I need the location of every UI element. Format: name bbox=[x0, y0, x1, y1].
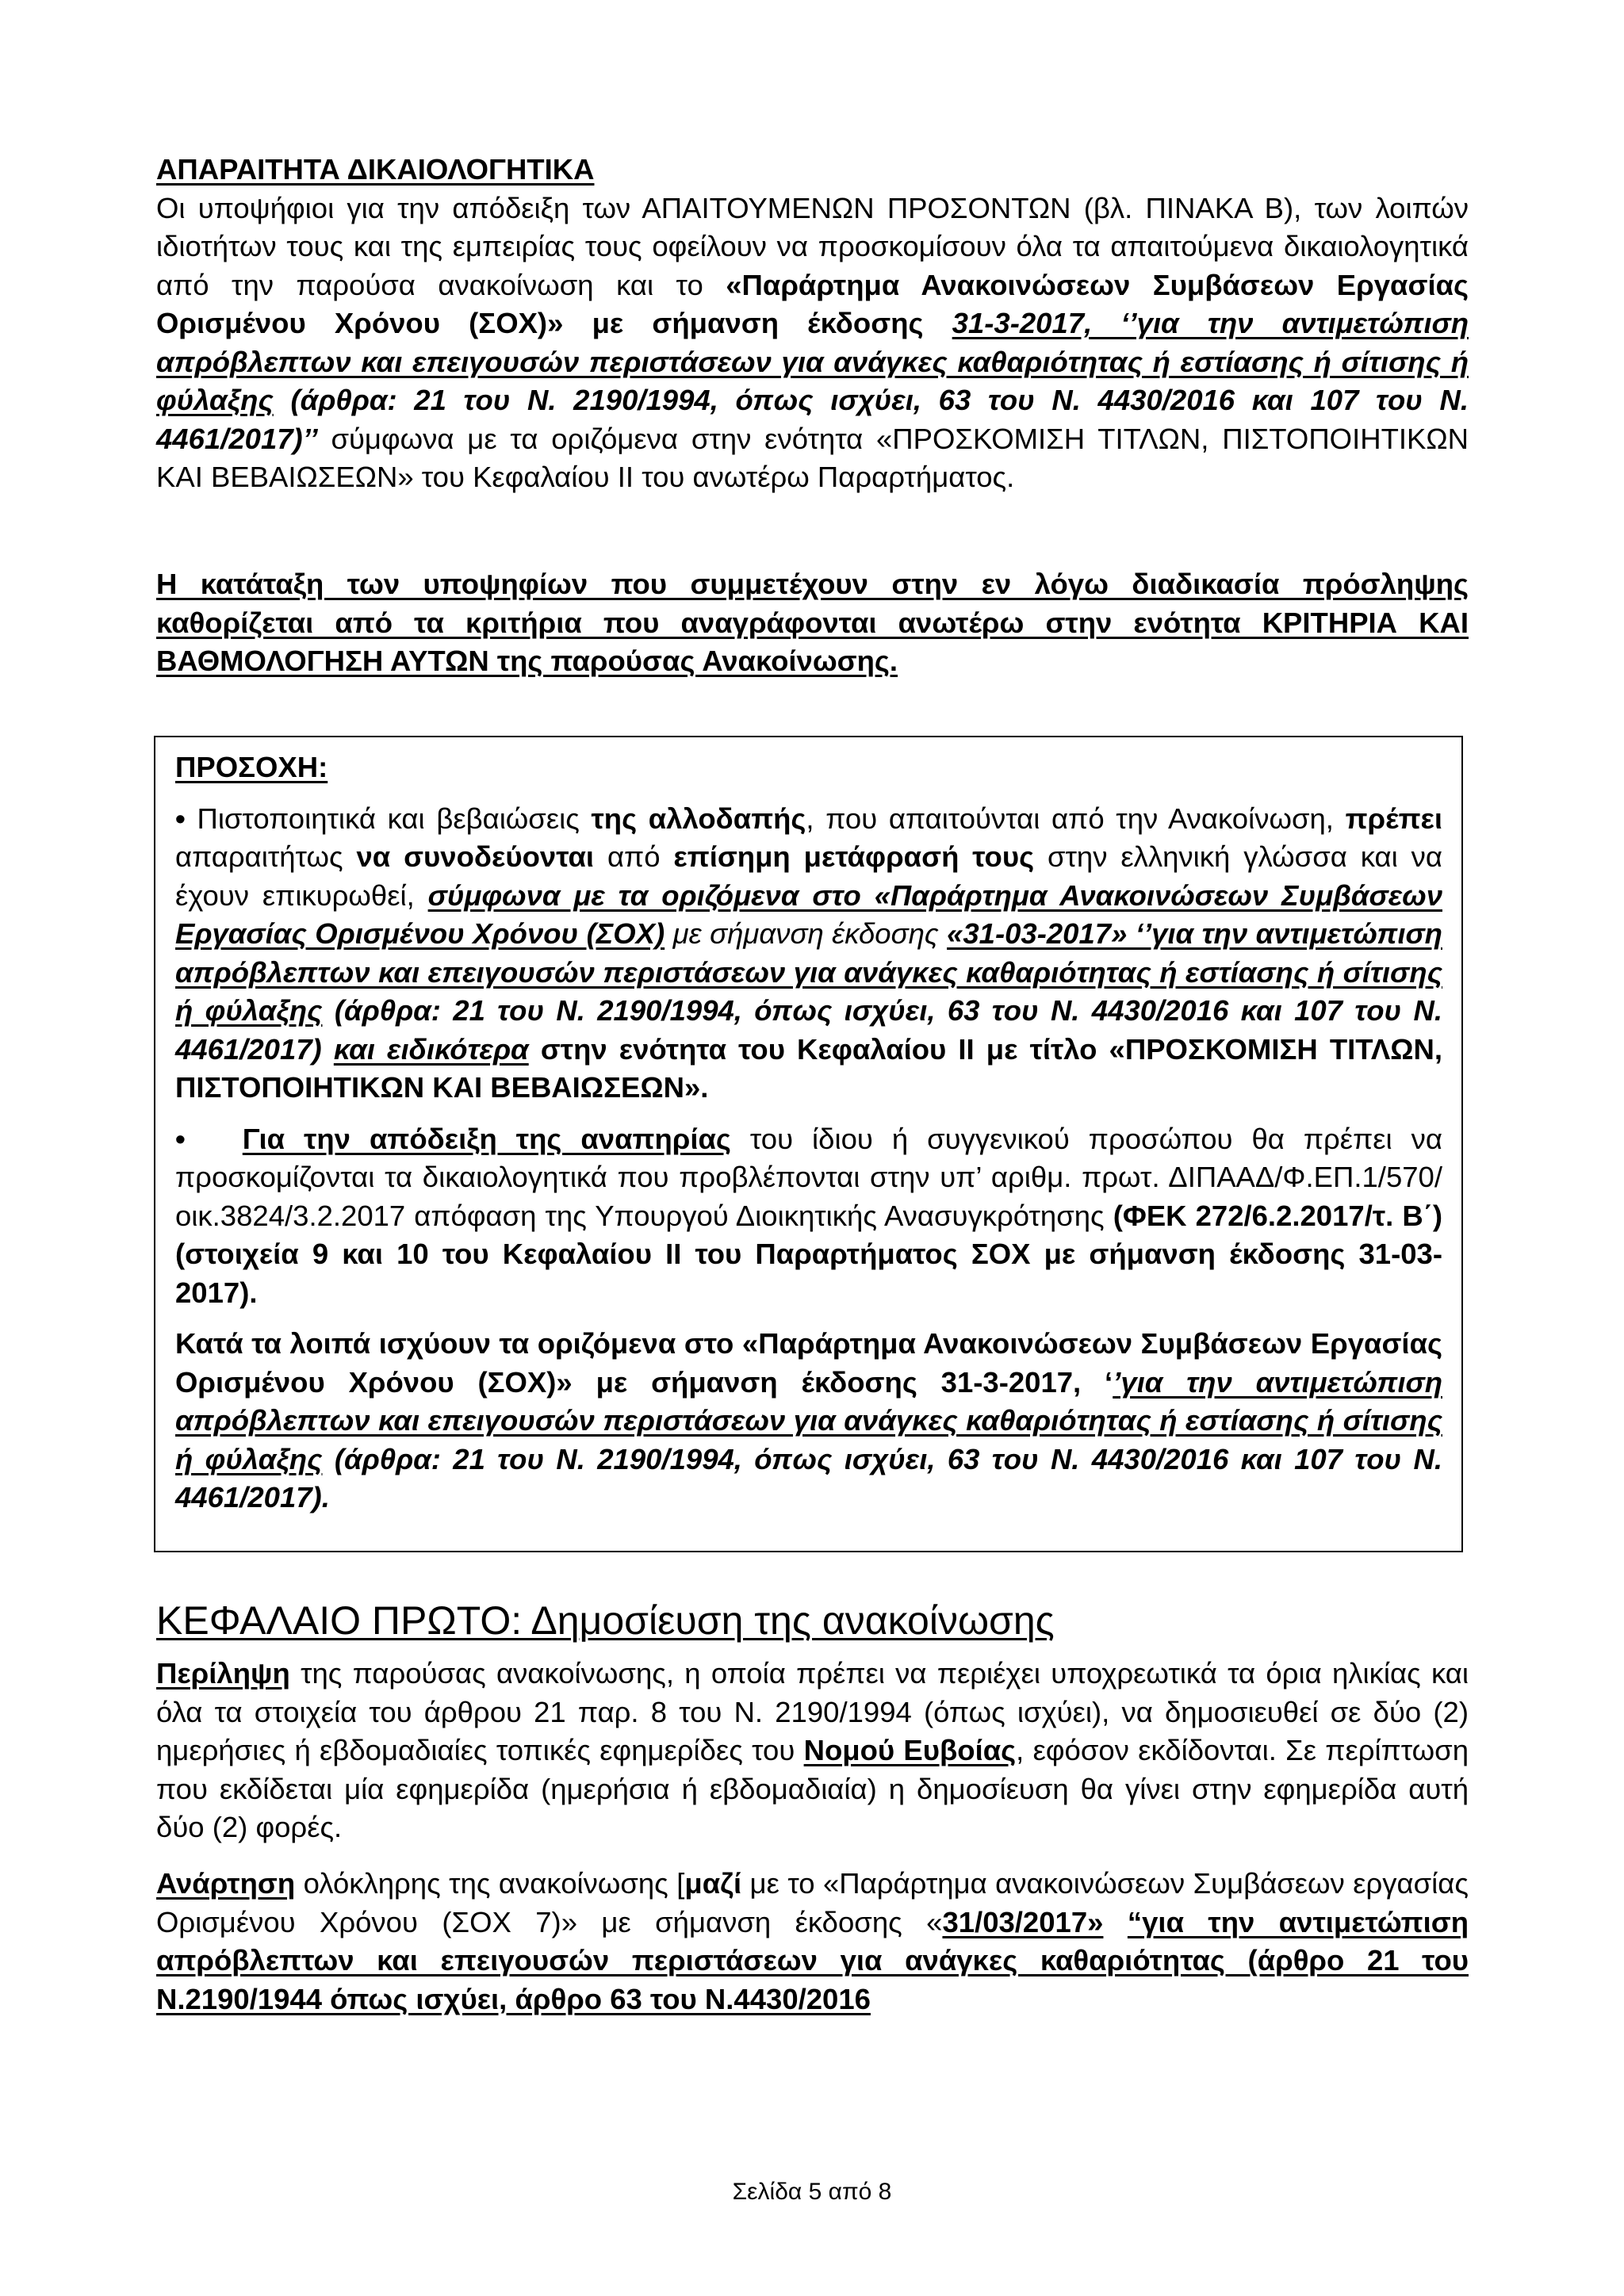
text-run: στην ελληνική γλώσσα και να έχουν επικυρωθεί, bbox=[175, 840, 1442, 912]
text-run: σύμφωνα με τα οριζόμενα στο «Παράρτημα Ανακοινώσεων Συμβάσεων Εργασίας Ορισμένου Χρόνου (ΣΟΧ) bbox=[175, 878, 1442, 950]
text-run: από bbox=[594, 840, 674, 873]
text-run: Οι υποψήφιοι για την απόδειξη των ΑΠΑΙΤΟΥΜΕΝΩΝ ΠΡΟΣΟΝΤΩΝ (βλ. ΠΙΝΑΚΑ Β), των λοιπών ιδιοτήτων τους και της εμπειρίας τους οφείλουν να προσκομίσουν όλα τα απαιτούμενα δικαιολογητικά από την παρούσα ανακοίνωση και το bbox=[156, 191, 1469, 301]
text-run: Ανάρτηση bbox=[156, 1867, 296, 1900]
text-run: «Παράρτημα Ανακοινώσεων Συμβάσεων Εργασίας Ορισμένου Χρόνου (ΣΟΧ)» με σήμανση έκδοσης bbox=[156, 268, 1469, 339]
text-run: Περίληψη bbox=[156, 1657, 290, 1689]
text-run: Νομού Ευβοίας bbox=[803, 1734, 1017, 1766]
text-run: του ίδιου ή συγγενικού προσώπου θα πρέπει να προσκομίζονται τα δικαιολογητικά που προβλέπονται στην υπ’ αριθμ. πρωτ. ΔΙΠΑΑΔ/Φ.ΕΠ.1/570/οικ.3824/3.2.2017 απόφαση της Υπουργού Διοικητικής Ανασυγκρότησης bbox=[175, 1122, 1442, 1232]
required-documents-heading: ΑΠΑΡΑΙΤΗΤΑ ΔΙΚΑΙΟΛΟΓΗΤΙΚΑ bbox=[156, 153, 595, 186]
text-run: (άρθρα: 21 του Ν. 2190/1994, όπως ισχύει, 63 του Ν. 4430/2016 και 107 του Ν. 4461/2017) bbox=[175, 994, 1442, 1066]
text-run: «31-03-2017» ‘’για την αντιμετώπιση απρόβλεπτων και επειγουσών περιστάσεων για ανάγκες καθαριότητας ή εστίασης ή σίτισης ή φύλαξης bbox=[175, 917, 1442, 1027]
chapter-heading: ΚΕΦΑΛΑΙΟ ΠΡΩΤΟ: Δημοσίευση της ανακοίνωσης bbox=[156, 1598, 1055, 1643]
required-documents-section bbox=[156, 151, 1469, 497]
text-run: Για την απόδειξη της αναπηρίας bbox=[242, 1122, 731, 1155]
page-number: Σελίδα 5 από 8 bbox=[732, 2179, 892, 2205]
text-run: (άρθρα: 21 του Ν. 2190/1994, όπως ισχύει, 63 του Ν. 4430/2016 και 107 του Ν. 4461/2017)’’ bbox=[156, 384, 1469, 455]
text-run: με σήμανση έκδοσης bbox=[665, 917, 948, 950]
posting-paragraph bbox=[156, 1865, 1469, 2019]
text-run: της παρούσας ανακοίνωσης, η οποία πρέπει να περιέχει υποχρεωτικά τα όρια ηλικίας και όλα τα στοιχεία του άρθρου 21 παρ. 8 του Ν. 2190/1994 (όπως ισχύει), να δημοσιευθεί σε δύο (2) ημερήσιες ή εβδομαδιαίες τοπικές εφημερίδες του bbox=[156, 1657, 1469, 1766]
text-run: να συνοδεύονται bbox=[356, 840, 595, 873]
text-run: (άρθρα: 21 του Ν. 2190/1994, όπως ισχύει, 63 του Ν. 4430/2016 και 107 του Ν. 4461/2017). bbox=[175, 1442, 1442, 1513]
notice-paragraph-disability bbox=[175, 1120, 1442, 1313]
bullet-icon: • bbox=[175, 1122, 186, 1155]
text-run: της αλλοδαπής bbox=[591, 802, 806, 835]
text-run: 31-3-2017, ‘’για την αντιμετώπιση απρόβλεπτων και επειγουσών περιστάσεων για ανάγκες καθαριότητας ή εστίασης ή σίτισης ή φύλαξης bbox=[156, 307, 1469, 416]
text-run: ολόκληρης της ανακοίνωσης [ bbox=[295, 1867, 685, 1900]
text-run: Κατά τα λοιπά ισχύουν τα οριζόμενα στο «Παράρτημα Ανακοινώσεων Συμβάσεων Εργασίας Ορισμένου Χρόνου (ΣΟΧ)» με σήμανση έκδοσης 31-3-2017, ‘ bbox=[175, 1327, 1442, 1399]
bullet-icon: • bbox=[175, 802, 186, 835]
text-run: σύμφωνα με τα οριζόμενα στην ενότητα «ΠΡΟΣΚΟΜΙΣΗ ΤΙΤΛΩΝ, ΠΙΣΤΟΠΟΙΗΤΙΚΩΝ ΚΑΙ ΒΕΒΑΙΩΣΕΩΝ» του Κεφαλαίου ΙΙ του ανωτέρω Παραρτήματος. bbox=[156, 422, 1469, 493]
text-run: (ΦΕΚ 272/6.2.2017/τ. Β΄) (στοιχεία 9 και 10 του Κεφαλαίου ΙΙ του Παραρτήματος ΣΟΧ με σήμανση έκδοσης 31-03-2017). bbox=[175, 1199, 1443, 1309]
text-run: Πιστοποιητικά και βεβαιώσεις bbox=[185, 802, 592, 835]
text-run: στην ενότητα του Κεφαλαίου ΙΙ με τίτλο «ΠΡΟΣΚΟΜΙΣΗ ΤΙΤΛΩΝ, ΠΙΣΤΟΠΟΙΗΤΙΚΩΝ ΚΑΙ ΒΕΒΑΙΩΣΕΩΝ». bbox=[175, 1032, 1442, 1104]
text-run: , εφόσον εκδίδονται. Σε περίπτωση που εκδίδεται μία εφημερίδα (ημερήσια ή εβδομαδιαία) η δημοσίευση θα γίνει στην εφημερίδα αυτή δύο (2) φορές. bbox=[156, 1734, 1469, 1843]
text-run: “για την αντιμετώπιση απρόβλεπτων και επειγουσών περιστάσεων για ανάγκες καθαριότητας (άρθρο 21 του Ν.2190/1944 όπως ισχύει, άρθρο 63 του Ν.4430/2016 bbox=[156, 1905, 1469, 2015]
notice-box bbox=[154, 736, 1463, 1552]
text-run: απαραιτήτως bbox=[175, 840, 357, 873]
text-run: με το «Παράρτημα ανακοινώσεων Συμβάσεων εργασίας Ορισμένου Χρόνου (ΣΟΧ 7)» με σήμανση έκδοσης « bbox=[156, 1867, 1469, 1938]
notice-paragraph-otherwise bbox=[175, 1325, 1442, 1517]
text-run: μαζί bbox=[684, 1867, 742, 1900]
summary-paragraph bbox=[156, 1655, 1469, 1847]
notice-paragraph-foreign-certificates bbox=[175, 800, 1442, 1108]
required-documents-paragraph bbox=[156, 189, 1469, 497]
text-run: , που απαιτούνται από την Ανακοίνωση, bbox=[806, 802, 1346, 835]
text-run: και ειδικότερα bbox=[333, 1032, 529, 1066]
text-run: πρέπει bbox=[1345, 802, 1442, 835]
text-run: 31/03/2017» bbox=[942, 1905, 1104, 1938]
notice-title: ΠΡΟΣΟΧΗ: bbox=[175, 751, 328, 783]
text-run: επίσημη μετάφρασή τους bbox=[673, 840, 1035, 873]
ranking-paragraph: Η κατάταξη των υποψηφίων που συμμετέχουν στην εν λόγω διαδικασία πρόσληψης καθορίζεται από τα κριτήρια που αναγράφονται ανωτέρω στην ενότητα ΚΡΙΤΗΡΙΑ ΚΑΙ ΒΑΘΜΟΛΟΓΗΣΗ ΑΥΤΩΝ της παρούσας Ανακοίνωσης. bbox=[156, 568, 1469, 677]
text-run: ’για την αντιμετώπιση απρόβλεπτων και επειγουσών περιστάσεων για ανάγκες καθαριότητας ή εστίασης ή σίτισης ή φύλαξης bbox=[175, 1365, 1443, 1475]
